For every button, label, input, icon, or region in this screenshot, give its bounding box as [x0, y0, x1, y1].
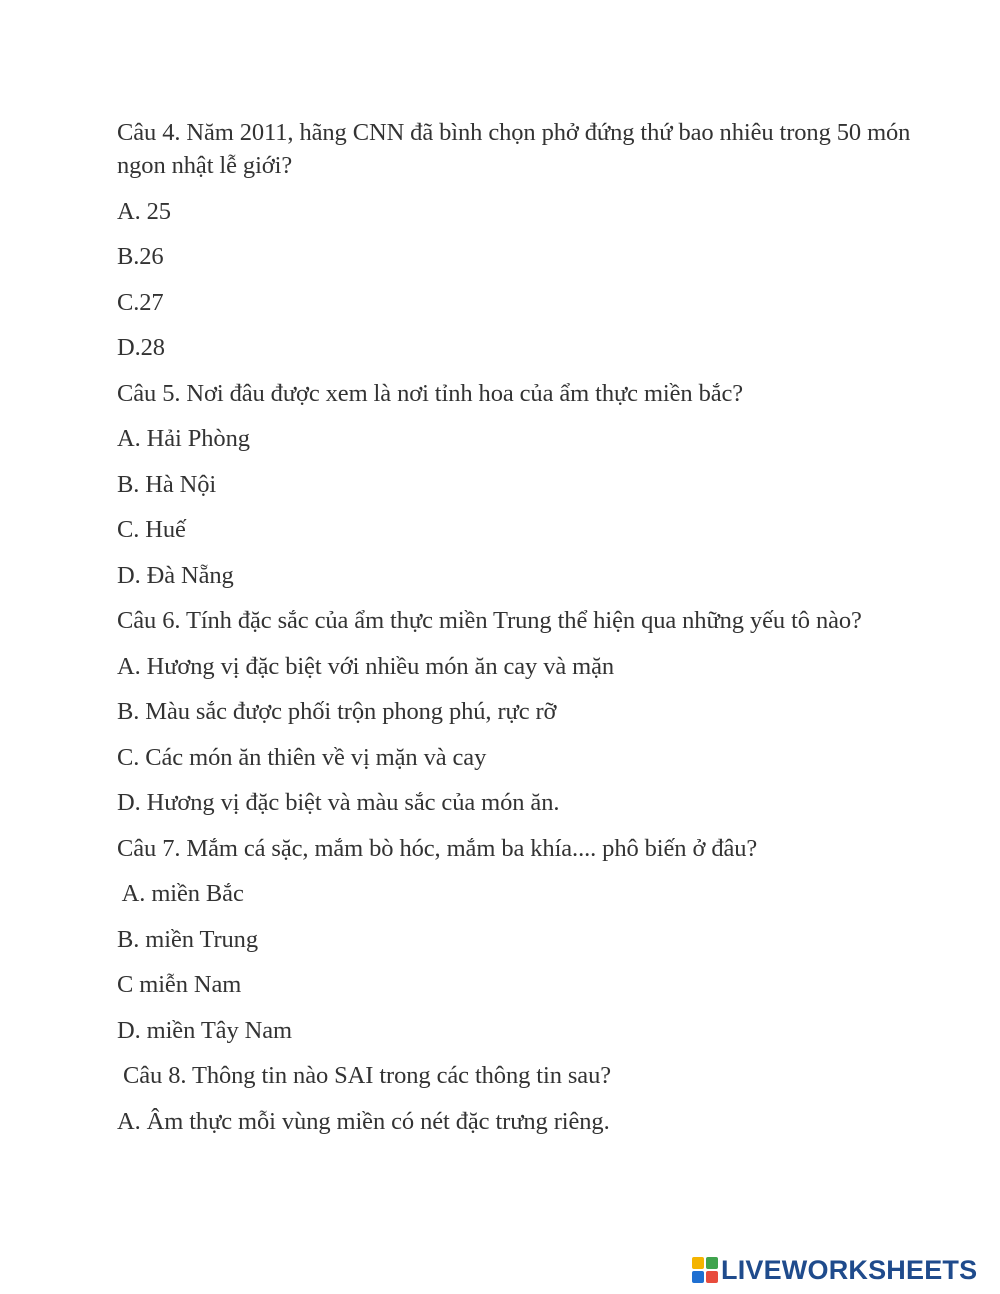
- logo-square-blue: [692, 1271, 704, 1283]
- question-5-option-d[interactable]: D. Đà Nẵng: [117, 561, 234, 589]
- liveworksheets-brand[interactable]: [692, 1255, 977, 1285]
- question-6-option-d[interactable]: D. Hương vị đặc biệt và màu sắc của món ăn.: [117, 789, 560, 816]
- question-4-option-b[interactable]: B.26: [117, 243, 164, 270]
- worksheet-content: [117, 116, 947, 1138]
- question-8-text: Câu 8. Thông tin nào SAI trong các thông tin sau?: [117, 1062, 611, 1089]
- logo-square-yellow: [692, 1257, 704, 1269]
- question-7-option-a[interactable]: A. miền Bắc: [117, 880, 244, 907]
- liveworksheets-logo-icon: [692, 1257, 718, 1283]
- question-7-option-c[interactable]: C miễn Nam: [117, 971, 242, 998]
- brand-wordmark: LIVEWORKSHEETS: [721, 1255, 978, 1285]
- question-8-option-a[interactable]: A. Âm thực mỗi vùng miền có nét đặc trưng riêng.: [117, 1107, 610, 1135]
- question-7-option-d[interactable]: D. miền Tây Nam: [117, 1016, 292, 1044]
- question-5-option-c[interactable]: C. Huế: [117, 516, 186, 543]
- question-5-option-a[interactable]: A. Hải Phòng: [117, 425, 250, 452]
- question-4-option-c[interactable]: C.27: [117, 288, 164, 316]
- question-7-option-b[interactable]: B. miền Trung: [117, 925, 258, 953]
- logo-square-green: [706, 1257, 718, 1269]
- question-5-text: Câu 5. Nơi đâu được xem là nơi tỉnh hoa của ẩm thực miền bắc?: [117, 379, 744, 407]
- question-7-text: Câu 7. Mắm cá sặc, mắm bò hóc, mắm ba khía.... phô biến ở đâu?: [117, 834, 758, 862]
- question-6-text: Câu 6. Tính đặc sắc của ẩm thực miền Trung thể hiện qua những yếu tô nào?: [117, 607, 862, 634]
- question-5-option-b[interactable]: B. Hà Nội: [117, 470, 217, 498]
- question-6-option-a[interactable]: A. Hương vị đặc biệt với nhiều món ăn cay và mặn: [117, 652, 615, 680]
- question-6-option-c[interactable]: C. Các món ăn thiên về vị mặn và cay: [117, 743, 487, 771]
- logo-square-red: [706, 1271, 718, 1283]
- question-4-text: Câu 4. Năm 2011, hãng CNN đã bình chọn phở đứng thứ bao nhiêu trong 50 món ngon nhật lễ giới?: [117, 119, 911, 179]
- question-6-option-b[interactable]: B. Màu sắc được phối trộn phong phú, rực rỡ: [117, 698, 557, 725]
- question-4-option-a[interactable]: A. 25: [117, 197, 171, 225]
- question-4-option-d[interactable]: D.28: [117, 334, 165, 361]
